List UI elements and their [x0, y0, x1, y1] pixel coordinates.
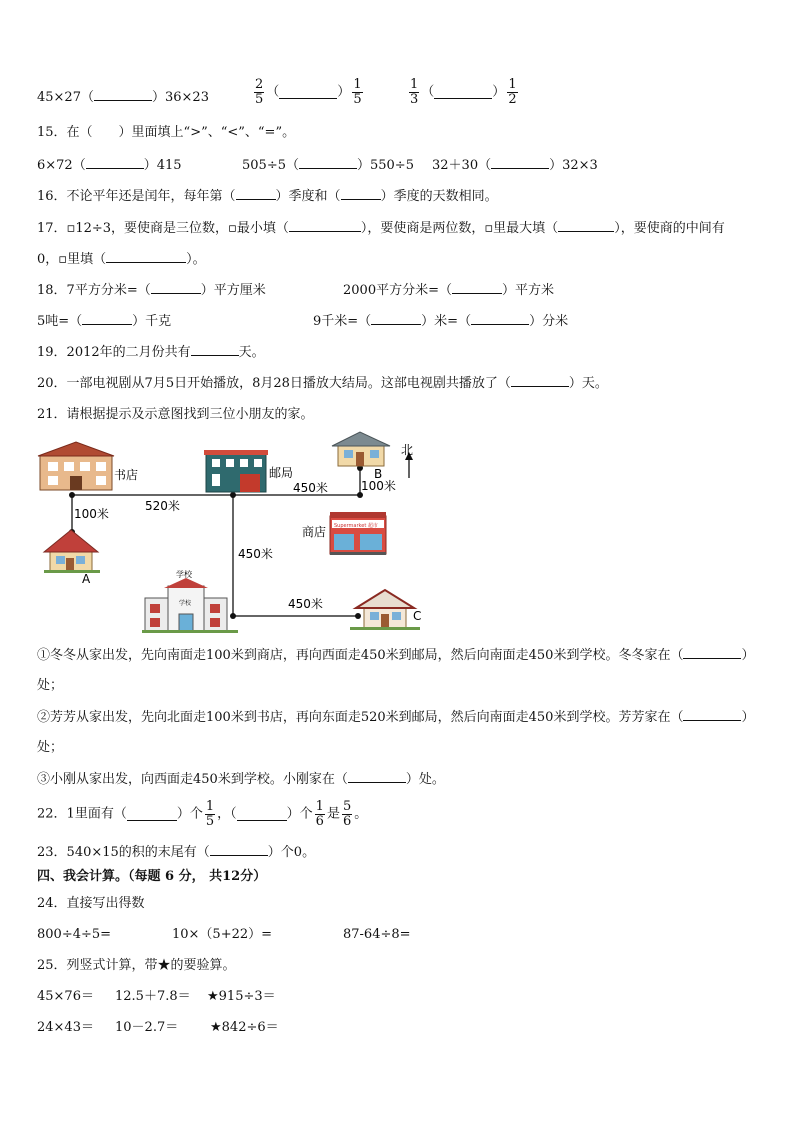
- answer-blank[interactable]: [210, 843, 268, 856]
- answer-blank[interactable]: [452, 281, 502, 294]
- node-post-office: [230, 492, 236, 498]
- q14-compare-c: $\frac{1}{3}$ （ ） $\frac{1}{2}$: [410, 77, 517, 107]
- answer-blank[interactable]: [106, 250, 186, 263]
- q18-b: 2000平方分米=（ ）平方米: [343, 283, 554, 298]
- q15-compare-a: 6×72（ ）415: [37, 158, 182, 173]
- q20: 20．一部电视剧从7月5日开始播放，8月28日播放大结局。这部电视剧共播放了（ ）天。: [37, 376, 608, 391]
- bookstore-icon: [38, 442, 114, 490]
- distance-post-school: 450米: [238, 547, 273, 561]
- answer-blank[interactable]: [237, 808, 287, 821]
- fraction: $\frac{2}{5}$: [255, 77, 264, 107]
- q24-b: 10×（5+22）=: [172, 927, 273, 942]
- post-office-icon: [204, 450, 268, 492]
- q21-title: 21．请根据提示及示意图找到三位小朋友的家。: [37, 407, 314, 422]
- q25-title: 25．列竖式计算，带★的要验算。: [37, 958, 236, 973]
- answer-blank[interactable]: [348, 770, 406, 783]
- house-a-icon: [44, 530, 100, 573]
- label-post-office: 邮局: [269, 466, 294, 480]
- fraction: $\frac{1}{2}$: [508, 77, 517, 107]
- answer-blank[interactable]: [127, 808, 177, 821]
- label-home-b: B: [374, 467, 383, 481]
- q25-r1b: 12.5＋7.8＝: [115, 989, 191, 1004]
- q25-r2a: 24×43＝: [37, 1020, 94, 1035]
- answer-blank[interactable]: [151, 281, 201, 294]
- answer-blank[interactable]: [94, 88, 152, 101]
- label-bookstore: 书店: [114, 468, 139, 482]
- answer-blank[interactable]: [289, 219, 361, 232]
- section-title: 四、我会计算。（每题 6 分， 共12分）: [37, 869, 267, 884]
- answer-blank[interactable]: [279, 86, 337, 99]
- distance-school-c: 450米: [288, 597, 323, 611]
- answer-blank[interactable]: [683, 646, 741, 659]
- q21-s2-end: 处；: [37, 740, 64, 755]
- q17-line2: 0，▫里填（ ）。: [37, 252, 206, 267]
- q25-r1a: 45×76＝: [37, 989, 94, 1004]
- supermarket-icon: [330, 512, 386, 555]
- answer-blank[interactable]: [82, 312, 132, 325]
- q18-d: 9千米=（ ）米=（ ）分米: [313, 314, 569, 329]
- q24-c: 87-64÷8=: [343, 927, 411, 942]
- label-shop: 商店: [302, 525, 327, 539]
- q14-compare-b: $\frac{2}{5}$ （ ） $\frac{1}{5}$: [255, 77, 362, 107]
- q21-s2: ②芳芳从家出发，先向北面走100米到书店，再向东面走520米到邮局，然后向南面走450米到学校。芳芳家在（ ）: [37, 710, 755, 725]
- q14-compare-a: 45×27（ ）36×23: [37, 90, 209, 105]
- label-home-c: C: [413, 609, 422, 623]
- fraction: $\frac{1}{5}$: [205, 799, 215, 829]
- distance-b-shop: 100米: [361, 479, 396, 493]
- distance-book-post: 520米: [145, 499, 180, 513]
- answer-blank[interactable]: [299, 156, 357, 169]
- answer-blank[interactable]: [86, 156, 144, 169]
- answer-blank[interactable]: [341, 187, 381, 200]
- label-school: 学校: [176, 570, 192, 579]
- node-school: [230, 613, 236, 619]
- school-sign: 学校: [179, 600, 192, 607]
- q21-s3: ③小刚从家出发，向西面走450米到学校。小刚家在（ ）处。: [37, 772, 445, 787]
- direction-map: [0, 428, 794, 638]
- answer-blank[interactable]: [236, 187, 276, 200]
- answer-blank[interactable]: [434, 86, 492, 99]
- q22: 22．1里面有（ ）个 $\frac{1}{5}$ ，（ ）个 $\frac{1}{6}$ 是 $\frac{5}{6}$ 。: [37, 799, 368, 829]
- house-c-icon: [350, 590, 420, 630]
- fraction: $\frac{1}{6}$: [315, 799, 324, 829]
- label-north: 北: [401, 443, 414, 457]
- node-bookstore: [69, 492, 75, 498]
- q18-a: 18．7平方分米=（ ）平方厘米: [37, 283, 266, 298]
- q15-title: 15．在（ ）里面填上“>”、“<”、“=”。: [37, 125, 296, 140]
- q23: 23．540×15的积的末尾有（ ）个0。: [37, 845, 316, 860]
- q24-a: 800÷4÷5=: [37, 927, 112, 942]
- q15-compare-b: 505÷5（ ）550÷5: [242, 158, 414, 173]
- q15-compare-c: 32＋30（ ）32×3: [432, 158, 598, 173]
- q25-r1c: ★915÷3＝: [207, 989, 276, 1004]
- q17-line1: 17．▫12÷3，要使商是三位数，▫最小填（ ），要使商是两位数，▫里最大填（ ），要使商的中间有: [37, 221, 725, 236]
- q18-c: 5吨=（ ）千克: [37, 314, 172, 329]
- fraction: $\frac{1}{5}$: [353, 77, 362, 107]
- answer-blank[interactable]: [511, 374, 569, 387]
- q19: 19．2012年的二月份共有 天。: [37, 345, 265, 360]
- answer-blank[interactable]: [191, 343, 239, 356]
- node-home-c: [355, 613, 361, 619]
- answer-blank[interactable]: [683, 708, 741, 721]
- q16: 16．不论平年还是闰年，每年第（ ）季度和（ ）季度的天数相同。: [37, 189, 498, 204]
- q21-s1: ①冬冬从家出发，先向南面走100米到商店，再向西面走450米到邮局，然后向南面走450米到学校。冬冬家在（ ）: [37, 648, 755, 663]
- supermarket-sign: Supermarket 超市: [334, 523, 378, 529]
- house-b-icon: [332, 432, 390, 466]
- answer-blank[interactable]: [491, 156, 549, 169]
- answer-blank[interactable]: [471, 312, 529, 325]
- answer-blank[interactable]: [371, 312, 421, 325]
- fraction: $\frac{5}{6}$: [342, 799, 352, 829]
- distance-a-book: 100米: [74, 507, 109, 521]
- q25-r2b: 10－2.7＝: [115, 1020, 179, 1035]
- q25-r2c: ★842÷6＝: [210, 1020, 279, 1035]
- answer-blank[interactable]: [558, 219, 614, 232]
- q21-s1-end: 处；: [37, 678, 64, 693]
- label-home-a: A: [82, 572, 91, 586]
- q24-title: 24．直接写出得数: [37, 896, 145, 911]
- fraction: $\frac{1}{3}$: [410, 77, 419, 107]
- distance-post-b: 450米: [293, 481, 328, 495]
